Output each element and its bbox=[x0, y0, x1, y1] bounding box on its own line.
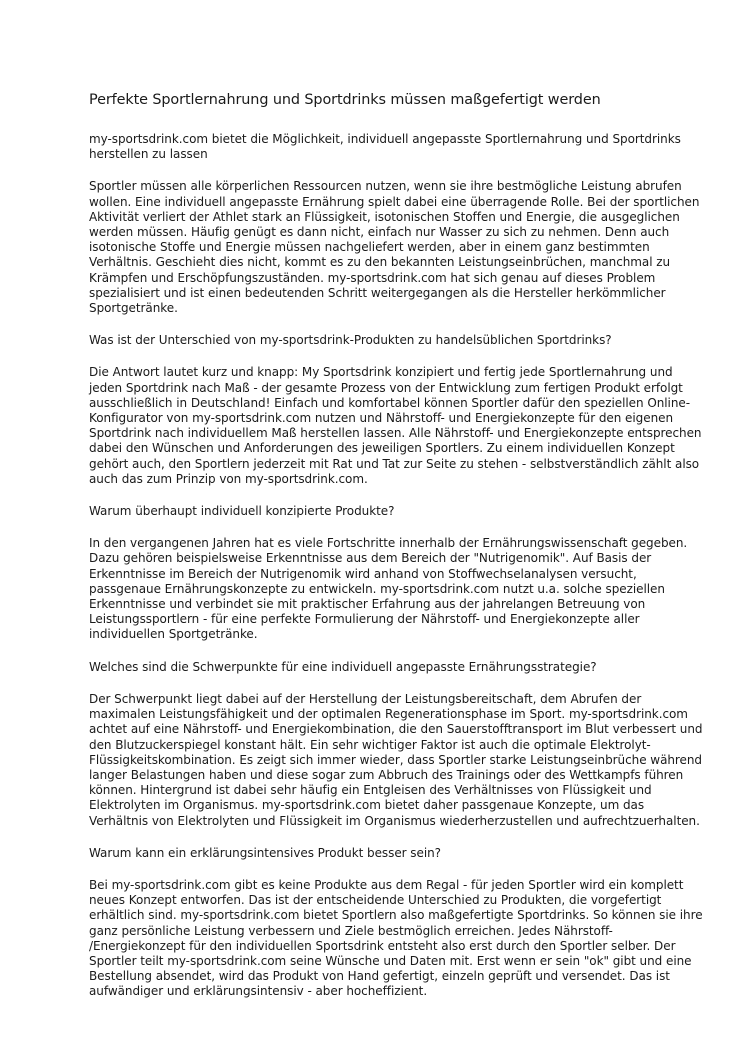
text-line: herstellen zu lassen bbox=[89, 147, 208, 162]
text-line: Dazu gehören beispielsweise Erkenntnisse aus dem Bereich der "Nutrigenomik". Auf Basis der bbox=[89, 551, 652, 566]
text-line: maximalen Leistungsfähigkeit und der optimalen Regenerationsphase im Sport. my-sportsdrink.com bbox=[89, 707, 688, 722]
text-line: Die Antwort lautet kurz und knapp: My Sportsdrink konzipiert und fertig jede Sportlernahrung und bbox=[89, 365, 673, 380]
text-line: Konfigurator von my-sportsdrink.com nutzen und Nährstoff- und Energiekonzepte für den eigenen bbox=[89, 411, 674, 426]
subheading-9 bbox=[89, 846, 658, 861]
text-line: Erkenntnisse im Bereich der Nutrigenomik wird anhand von Stoffwechselanalysen versucht, bbox=[89, 566, 637, 581]
text-line: Welches sind die Schwerpunkte für eine individuell angepasste Ernährungsstrategie? bbox=[89, 659, 597, 674]
text-line: jeden Sportdrink nach Maß - der gesamte Prozess von der Entwicklung zum fertigen Produkt erfolgt bbox=[89, 380, 683, 395]
text-line: neues Konzept entworfen. Das ist der entscheidende Unterschied zu Produkten, die vorgefertigt bbox=[89, 893, 662, 908]
text-line: können. Hintergrund ist dabei sehr häufig ein Entgleisen des Verhältnisses von Flüssigkeit und bbox=[89, 783, 652, 798]
text-line: Krämpfen und Erschöpfungszuständen. my-sportsdrink.com hat sich genau auf dieses Problem bbox=[89, 270, 656, 285]
text-line: auch das zum Prinzip von my-sportsdrink.com. bbox=[89, 471, 368, 486]
text-line: gehört auch, den Sportlern jederzeit mit Rat und Tat zur Seite zu stehen - selbstverständlich zählt also bbox=[89, 456, 700, 471]
text-line: individuellen Sportgetränke. bbox=[89, 627, 258, 642]
text-line: Elektrolyten im Organismus. my-sportsdrink.com bietet daher passgenaue Konzepte, um das bbox=[89, 798, 645, 813]
text-line: langer Belastungen haben und diese sogar zum Abbruch des Trainings oder des Wettkampfs führen bbox=[89, 767, 684, 782]
text-line: Flüssigkeitskombination. Es zeigt sich immer wieder, dass Sportler starke Leistungseinbrüche während bbox=[89, 752, 703, 767]
text-line: wollen. Eine individuell angepasste Ernährung spielt dabei eine überragende Rolle. Bei der sportlichen bbox=[89, 194, 700, 209]
text-line: isotonische Stoffe und Energie müssen nachgeliefert werden, aber in einem ganz bestimmten bbox=[89, 240, 650, 255]
text-line: /Energiekonzept für den individuellen Sportsdrink entsteht also erst durch den Sportler selber. Der bbox=[89, 938, 676, 953]
text-line: In den vergangenen Jahren hat es viele Fortschritte innerhalb der Ernährungswissenschaft gegeben. bbox=[89, 536, 688, 551]
text-line: Sportler müssen alle körperlichen Ressourcen nutzen, wenn sie ihre bestmögliche Leistung abrufen bbox=[89, 179, 682, 194]
text-line: werden müssen. Häufig genügt es dann nicht, einfach nur Wasser zu sich zu nehmen. Denn auch bbox=[89, 225, 670, 240]
text-line: dabei den Wünschen und Anforderungen des jeweiligen Sportlers. Zu einem individuellen Konzept bbox=[89, 441, 675, 456]
text-line: spezialisiert und ist einen bedeutenden Schritt weitergegangen als die Hersteller herkömmlicher bbox=[89, 285, 666, 300]
text-line: Erkenntnisse und verbindet sie mit praktischer Erfahrung aus der jahrelangen Betreuung von bbox=[89, 597, 646, 612]
text-line: Sportdrink nach individuellem Maß herstellen lassen. Alle Nährstoff- und Energiekonzepte entsprechen bbox=[89, 426, 702, 441]
text-line: ausschließlich in Deutschland! Einfach und komfortabel können Sportler dafür den speziellen Online- bbox=[89, 395, 691, 410]
intro-paragraph-1 bbox=[89, 132, 681, 162]
text-line: Verhältnis. Geschieht dies nicht, kommt es zu den bekannten Leistungseinbrüchen, manchmal zu bbox=[89, 255, 671, 270]
text-line: erhältlich sind. my-sportsdrink.com bietet Sportlern also maßgefertigte Sportdrinks. So können sie ihre bbox=[89, 908, 703, 923]
paragraph-10 bbox=[89, 877, 703, 1000]
text-line: Bei my-sportsdrink.com gibt es keine Produkte aus dem Regal - für jeden Sportler wird ein komplett bbox=[89, 877, 684, 892]
text-line: ganz persönliche Leistung verbessern und Ziele bestmöglich erreichen. Jedes Nährstoff- bbox=[89, 923, 613, 938]
text-line: Warum überhaupt individuell konzipierte Produkte? bbox=[89, 504, 395, 519]
subheading-5 bbox=[89, 504, 658, 519]
text-line: Sportler teilt my-sportsdrink.com seine Wünsche und Daten mit. Erst wenn er sein "ok" gibt und eine bbox=[89, 953, 692, 968]
text-line: Aktivität verliert der Athlet stark an Flüssigkeit, isotonischen Stoffen und Energie, die ausgeglichen bbox=[89, 209, 680, 224]
text-line: Bestellung absendet, wird das Produkt von Hand gefertigt, einzeln geprüft und versendet. Das ist bbox=[89, 969, 670, 984]
text-line: Was ist der Unterschied von my-sportsdrink-Produkten zu handelsüblichen Sportdrinks? bbox=[89, 333, 612, 348]
text-line: passgenaue Ernährungskonzepte zu entwickeln. my-sportsdrink.com nutzt u.a. solche speziellen bbox=[89, 581, 665, 596]
text-line: den Blutzuckerspiegel konstant hält. Ein sehr wichtiger Faktor ist auch die optimale Elektrolyt- bbox=[89, 737, 651, 752]
text-line: Warum kann ein erklärungsintensives Produkt besser sein? bbox=[89, 845, 441, 860]
text-line: Leistungssportlern - für eine perfekte Formulierung der Nährstoff- und Energiekonzepte aller bbox=[89, 612, 640, 627]
text-line: Sportgetränke. bbox=[89, 301, 178, 316]
text-line: aufwändiger und erklärungsintensiv - aber hocheffizient. bbox=[89, 984, 428, 999]
paragraph-2 bbox=[89, 179, 700, 316]
document-body bbox=[89, 132, 703, 1000]
subheading-7 bbox=[89, 660, 658, 675]
subheading-3 bbox=[89, 333, 658, 348]
document-title: Perfekte Sportlernahrung und Sportdrinks müssen maßgefertigt werden bbox=[89, 92, 601, 108]
text-line: Der Schwerpunkt liegt dabei auf der Herstellung der Leistungsbereitschaft, dem Abrufen der bbox=[89, 691, 642, 706]
paragraph-8 bbox=[89, 691, 703, 829]
text-line: achtet auf eine Nährstoff- und Energiekombination, die den Sauerstofftransport im Blut verbessert und bbox=[89, 722, 703, 737]
text-line: my-sportsdrink.com bietet die Möglichkeit, individuell angepasste Sportlernahrung und Sportdrinks bbox=[89, 132, 681, 146]
text-line: Verhältnis von Elektrolyten und Flüssigkeit im Organismus wiederherzustellen und aufrechtzuerhalten. bbox=[89, 813, 700, 828]
paragraph-4 bbox=[89, 365, 702, 487]
paragraph-6 bbox=[89, 536, 688, 642]
